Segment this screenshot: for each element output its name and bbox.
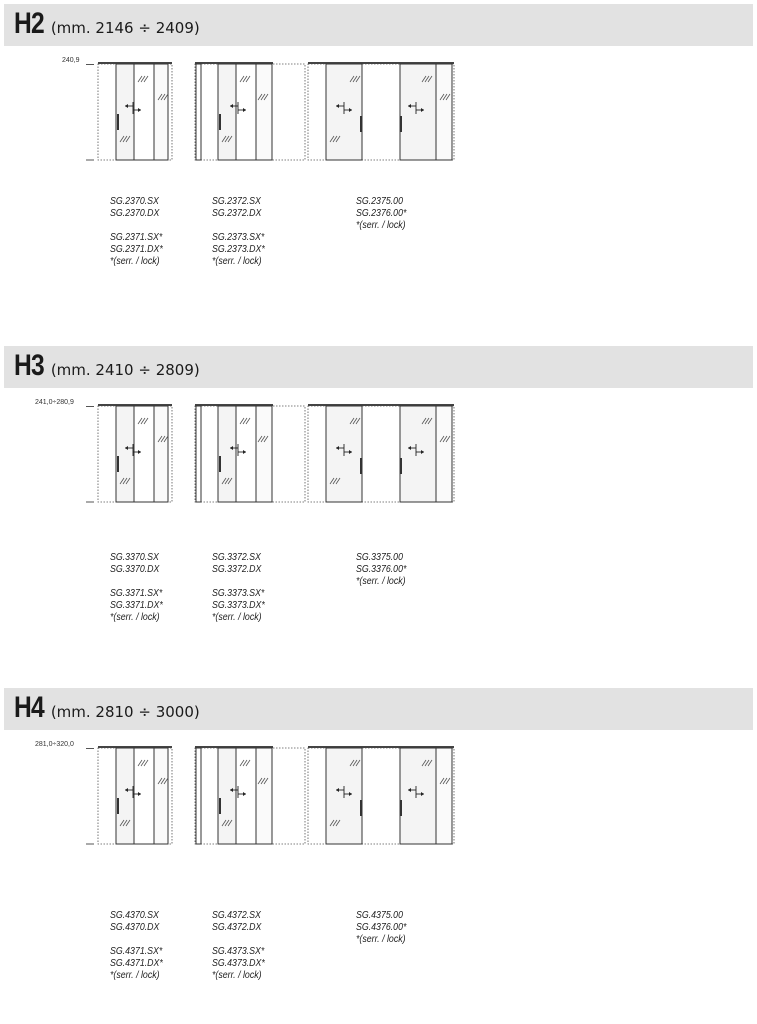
glass-panel: [436, 406, 452, 502]
glass-panel: [236, 64, 256, 160]
glass-panel: [134, 406, 154, 502]
height-label: 241,0÷280,9: [35, 399, 74, 406]
section-h2: [0, 0, 757, 340]
glass-panel: [236, 748, 256, 844]
door-handle: [360, 458, 362, 474]
glass-panel: [218, 748, 236, 844]
model-code: SG.4370.DX: [110, 922, 160, 933]
model-code: SG.3372.SX: [212, 552, 261, 563]
model-code: SG.3372.DX: [212, 564, 262, 575]
glass-panel: [134, 748, 154, 844]
model-code: SG.3373.DX*: [212, 600, 265, 611]
height-code: H3: [14, 349, 44, 382]
model-code: SG.2375.00: [356, 196, 403, 207]
model-code: SG.4376.00*: [356, 922, 407, 933]
door-handle: [219, 456, 221, 472]
model-codes-1: [110, 196, 163, 268]
height-label: 281,0÷320,0: [35, 741, 74, 748]
model-codes-1: [110, 910, 163, 982]
lock-note: *(serr. / lock): [356, 220, 406, 231]
lock-note: *(serr. / lock): [212, 256, 262, 267]
model-code: SG.3371.SX*: [110, 588, 163, 599]
glass-panel: [116, 406, 134, 502]
model-code: SG.4375.00: [356, 910, 403, 921]
glass-panel: [236, 406, 256, 502]
model-code: SG.2370.SX: [110, 196, 159, 207]
model-code: SG.4373.SX*: [212, 946, 265, 957]
glass-panel: [256, 748, 272, 844]
glass-panel: [196, 748, 201, 844]
model-code: SG.3376.00*: [356, 564, 407, 575]
door-handle: [360, 800, 362, 816]
door-drawings: [0, 342, 757, 682]
section-h4: [0, 684, 757, 1024]
model-code: SG.3371.DX*: [110, 600, 163, 611]
lock-note: *(serr. / lock): [110, 970, 160, 981]
glass-panel: [154, 64, 168, 160]
model-code: SG.2372.SX: [212, 196, 261, 207]
door-handle: [400, 458, 402, 474]
glass-panel: [218, 64, 236, 160]
model-code: SG.2373.SX*: [212, 232, 265, 243]
model-code: SG.3373.SX*: [212, 588, 265, 599]
model-codes-3: [356, 910, 406, 946]
door-drawings: [0, 0, 757, 340]
model-code: SG.2372.DX: [212, 208, 262, 219]
model-codes-3: [356, 552, 406, 588]
door-handle: [400, 116, 402, 132]
lock-note: *(serr. / lock): [356, 576, 406, 587]
height-code: H4: [14, 691, 44, 724]
lock-note: *(serr. / lock): [110, 256, 160, 267]
model-code: SG.4371.DX*: [110, 958, 163, 969]
door-handle: [219, 798, 221, 814]
door-handle: [360, 116, 362, 132]
height-range: (mm. 2810 ÷ 3000): [50, 703, 200, 721]
model-code: SG.2370.DX: [110, 208, 160, 219]
door-handle: [400, 800, 402, 816]
glass-panel: [218, 406, 236, 502]
door-handle: [117, 114, 119, 130]
model-code: SG.2371.SX*: [110, 232, 163, 243]
model-code: SG.3370.DX: [110, 564, 160, 575]
model-code: SG.2371.DX*: [110, 244, 163, 255]
model-code: SG.2376.00*: [356, 208, 407, 219]
height-range: (mm. 2410 ÷ 2809): [50, 361, 200, 379]
model-codes-1: [110, 552, 163, 624]
glass-panel: [196, 64, 201, 160]
lock-note: *(serr. / lock): [212, 970, 262, 981]
height-range: (mm. 2146 ÷ 2409): [50, 19, 200, 37]
glass-panel: [196, 406, 201, 502]
glass-panel: [256, 64, 272, 160]
lock-note: *(serr. / lock): [110, 612, 160, 623]
model-code: SG.4372.SX: [212, 910, 261, 921]
glass-panel: [256, 406, 272, 502]
door-handle: [117, 456, 119, 472]
height-label: 240,9: [62, 57, 80, 64]
lock-note: *(serr. / lock): [356, 934, 406, 945]
model-codes-2: [212, 196, 265, 268]
model-codes-3: [356, 196, 406, 232]
glass-panel: [134, 64, 154, 160]
glass-panel: [116, 748, 134, 844]
lock-note: *(serr. / lock): [212, 612, 262, 623]
model-code: SG.4371.SX*: [110, 946, 163, 957]
section-h3: [0, 342, 757, 682]
height-code: H2: [14, 7, 44, 40]
glass-panel: [116, 64, 134, 160]
model-codes-2: [212, 552, 265, 624]
model-codes-2: [212, 910, 265, 982]
door-handle: [117, 798, 119, 814]
model-code: SG.3370.SX: [110, 552, 159, 563]
door-handle: [219, 114, 221, 130]
model-code: SG.4370.SX: [110, 910, 159, 921]
glass-panel: [436, 748, 452, 844]
model-code: SG.4372.DX: [212, 922, 262, 933]
glass-panel: [154, 748, 168, 844]
glass-panel: [154, 406, 168, 502]
glass-panel: [436, 64, 452, 160]
model-code: SG.4373.DX*: [212, 958, 265, 969]
model-code: SG.2373.DX*: [212, 244, 265, 255]
model-code: SG.3375.00: [356, 552, 403, 563]
